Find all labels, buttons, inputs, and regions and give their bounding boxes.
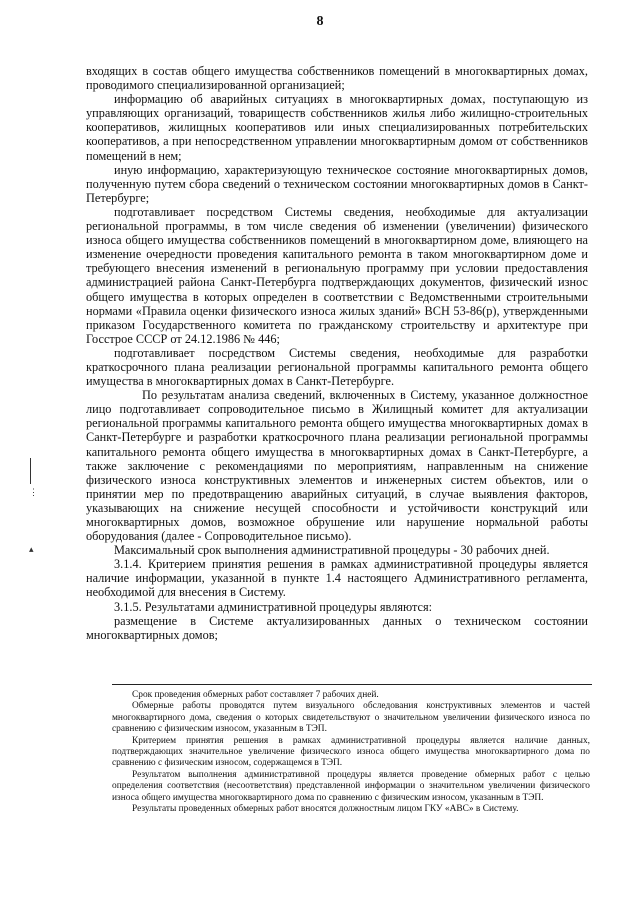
paragraph-0: входящих в состав общего имущества собственников помещений в многоквартирных домах, проводимого специализированной организацией; [86, 64, 588, 93]
paragraph-4: подготавливает посредством Системы сведения, необходимые для разработки краткосрочного плана реализации региональной программы капитального ремонта общего имущества в многоквартирных домах в Санкт-Петербурге. [86, 345, 588, 389]
paragraph-9: размещение в Системе актуализированных данных о техническом состоянии многоквартирных домов; [86, 613, 588, 642]
margin-dot-mark: ⋮ [29, 487, 38, 497]
paragraph-1: информацию об аварийных ситуациях в многоквартирных домах, поступающую из управляющих организаций, товариществ собственников жилья либо жилищно-строительных кооперативов, жилищных кооперативов или иных специализированных потребительских кооперативов, а при непосредственном управлении многоквартирным домом от собственников помещений в нем; [86, 92, 588, 163]
document-body [86, 64, 588, 642]
margin-arrow-mark: ▴ [29, 544, 34, 554]
footnote-2: Критерием принятия решения в рамках административной процедуры является наличие данных, подтверждающих значительное увеличение физического износа общего имущества многоквартирного дома по сравнению с физическим износом, содержащемся в ТЭП. [112, 735, 590, 769]
paragraph-7: 3.1.4. Критерием принятия решения в рамках административной процедуры является наличие информации, указанной в пункте 1.4 настоящего Административного регламента, необходимой для внесения в Систему. [86, 557, 588, 600]
paragraph-3: подготавливает посредством Системы сведения, необходимые для актуализации региональной программы, в том числе сведения об изменении (увеличении) физического износа общего имущества собственников помещений в многоквартирном доме, влияющего на изменение очередности проведения капитального ремонта в таком многоквартирном доме и требующего внесения изменений в региональную программу при условии предоставления администрацией района Санкт-Петербурга подтверждающих документов, физический износ общего имущества в которых определен в соответствии с Ведомственными строительными нормами «Правила оценки физического износа жилых зданий» ВСН 53-86(р), утвержденными приказом Государственного комитета по гражданскому строительству и архитектуре при Госстрое СССР от 24.12.1986 № 446; [86, 204, 588, 346]
footnote-4: Результаты проведенных обмерных работ вносятся должностным лицом ГКУ «АВС» в Систему. [132, 804, 519, 815]
margin-bar-mark [30, 458, 31, 484]
paragraph-6: Максимальный срок выполнения административной процедуры - 30 рабочих дней. [114, 543, 550, 558]
footnote-0: Срок проведения обмерных работ составляет 7 рабочих дней. [132, 690, 379, 700]
footnote-separator [112, 684, 592, 685]
paragraph-5: По результатам анализа сведений, включенных в Систему, указанное должностное лицо подготавливает сопроводительное письмо в Жилищный комитет для актуализации региональной программы капитального ремонта общего имущества многоквартирных домах в Санкт-Петербурге и разработки краткосрочного плана реализации региональной программы капитального ремонта общего имущества в многоквартирных домах в Санкт-Петербурге, а также заключение с рекомендациями по мероприятиям, направленным на снижение физического износа конструктивных элементов и инженерных систем объектов, или о принятии мер по предотвращению аварийных ситуаций, в случае выявления факторов, указывающих на снижение несущей способности и устойчивости конструкций или многоквартирных домов, возможное обрушение или нарушение нормальной работы оборудования (далее - Сопроводительное письмо). [86, 388, 588, 544]
footnotes [112, 690, 590, 815]
page-number: 8 [316, 14, 324, 29]
paragraph-2: иную информацию, характеризующую техническое состояние многоквартирных домов, полученную путем сбора сведений о техническом состоянии многоквартирных домов в Санкт-Петербурге; [86, 162, 588, 205]
footnote-3: Результатом выполнения административной процедуры является проведение обмерных работ с целью определения соответствия (несоответствия) представленной информации о значительном увеличении физического износа общего имущества многоквартирного дома по сравнению с физическим износом, указанным в ТЭП. [112, 769, 590, 803]
paragraph-8: 3.1.5. Результатами административной процедуры являются: [114, 599, 433, 614]
footnote-1: Обмерные работы проводятся путем визуального обследования конструктивных элементов и частей многоквартирного дома, сведения о которых свидетельствуют о значительном увеличении физического износа по сравнению с физическим износом, указанным в ТЭП. [112, 701, 590, 735]
